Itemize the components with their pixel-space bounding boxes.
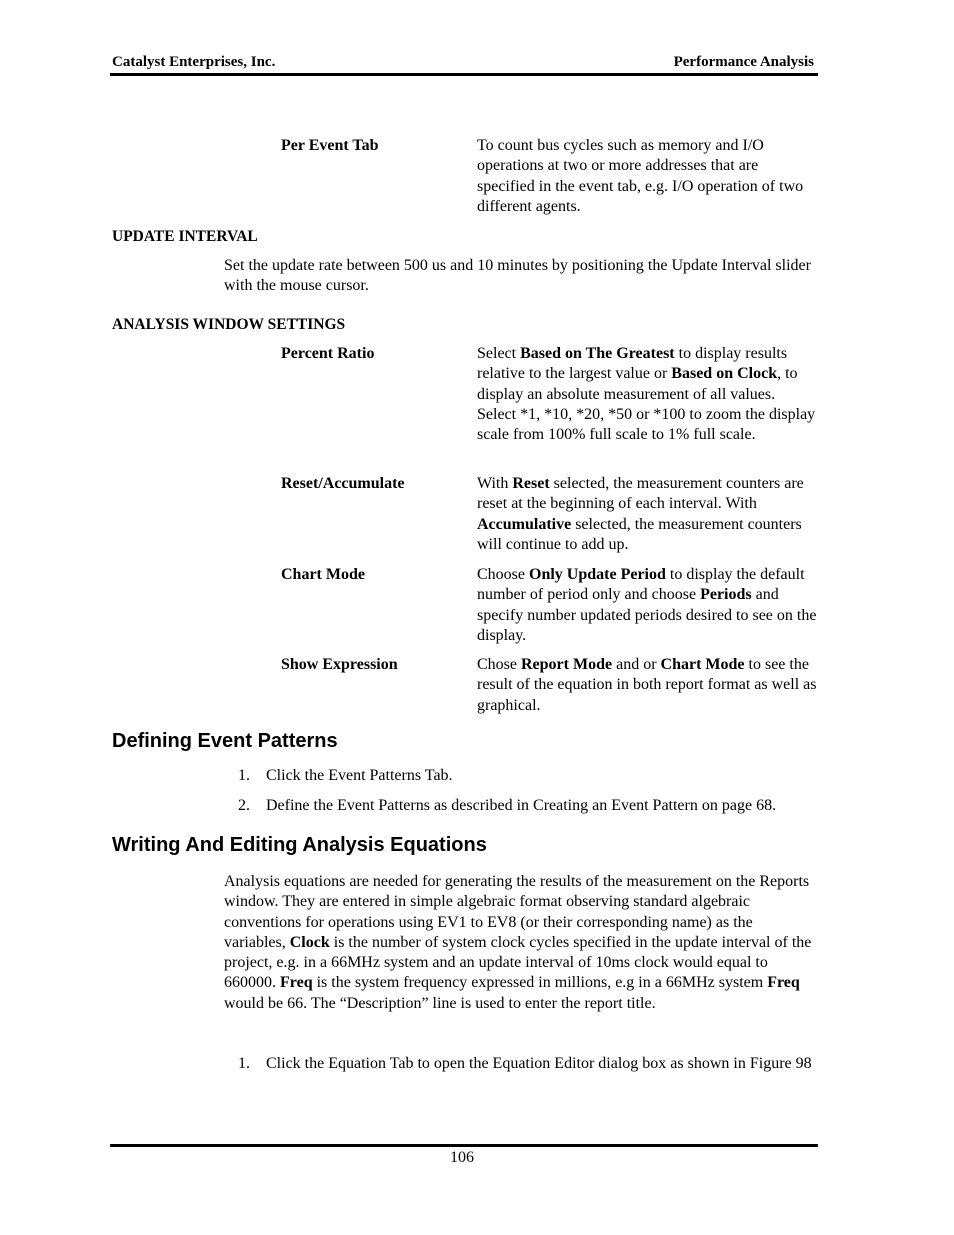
- update-interval-text: Set the update rate between 500 us and 10 minutes by positioning the Update Interval slider with the mouse cursor.: [224, 257, 811, 295]
- heading-writing-editing-equations: Writing And Editing Analysis Equations: [112, 834, 487, 856]
- heading-defining-event-patterns: Defining Event Patterns: [112, 730, 338, 752]
- term-chart-mode: Chart Mode: [281, 566, 365, 583]
- def-chart-mode: Choose Only Update Period to display the default number of period only and choose Periods and specify number updated periods desired to see on the display.: [477, 566, 817, 644]
- list-text: Click the Event Patterns Tab.: [266, 767, 453, 784]
- header-rule: [110, 73, 818, 76]
- page-number: 106: [450, 1149, 474, 1166]
- heading-update-interval: UPDATE INTERVAL: [112, 228, 258, 245]
- list-number: 1.: [238, 767, 250, 784]
- def-per-event-tab: To count bus cycles such as memory and I/O operations at two or more addresses that are specified in the event tab, e.g. I/O operation of two different agents.: [477, 137, 804, 215]
- header-section: Performance Analysis: [673, 54, 814, 70]
- def-show-expression: Chose Report Mode and or Chart Mode to see the result of the equation in both report format as well as graphical.: [477, 656, 817, 714]
- list-text: Click the Equation Tab to open the Equation Editor dialog box as shown in Figure 98: [266, 1055, 812, 1072]
- writing-paragraph: Analysis equations are needed for generating the results of the measurement on the Reports window. They are entered in simple algebraic format observing standard algebraic conventions for operations using EV1 to EV8 (or their corresponding name) as the variables, Clock is the number of system clock cycles specified in the update interval of the project, e.g. in a 66MHz system and an update interval of 10ms clock would equal to 660000. Freq is the system frequency expressed in millions, e.g in a 66MHz system Freq would be 66. The “Description” line is used to enter the report title.: [224, 873, 812, 1012]
- term-show-expression: Show Expression: [281, 656, 398, 673]
- header-company: Catalyst Enterprises, Inc.: [112, 54, 276, 70]
- footer-rule: [110, 1144, 818, 1147]
- def-percent-ratio: Select Based on The Greatest to display results relative to the largest value or Based on Clock, to display an absolute measurement of all values. Select *1, *10, *20, *50 or *100 to zoom the display scale from 100% full scale to 1% full scale.: [477, 345, 816, 444]
- list-number: 2.: [238, 797, 250, 814]
- def-reset-accumulate: With Reset selected, the measurement counters are reset at the beginning of each interval. With Accumulative selected, the measurement counters will continue to add up.: [477, 475, 804, 553]
- term-percent-ratio: Percent Ratio: [281, 345, 375, 362]
- list-text: Define the Event Patterns as described in Creating an Event Pattern on page 68.: [266, 797, 777, 814]
- heading-analysis-window-settings: ANALYSIS WINDOW SETTINGS: [112, 316, 346, 333]
- term-per-event-tab: Per Event Tab: [281, 137, 379, 154]
- term-reset-accumulate: Reset/Accumulate: [281, 475, 405, 492]
- page-header: [112, 52, 814, 72]
- list-number: 1.: [238, 1055, 250, 1072]
